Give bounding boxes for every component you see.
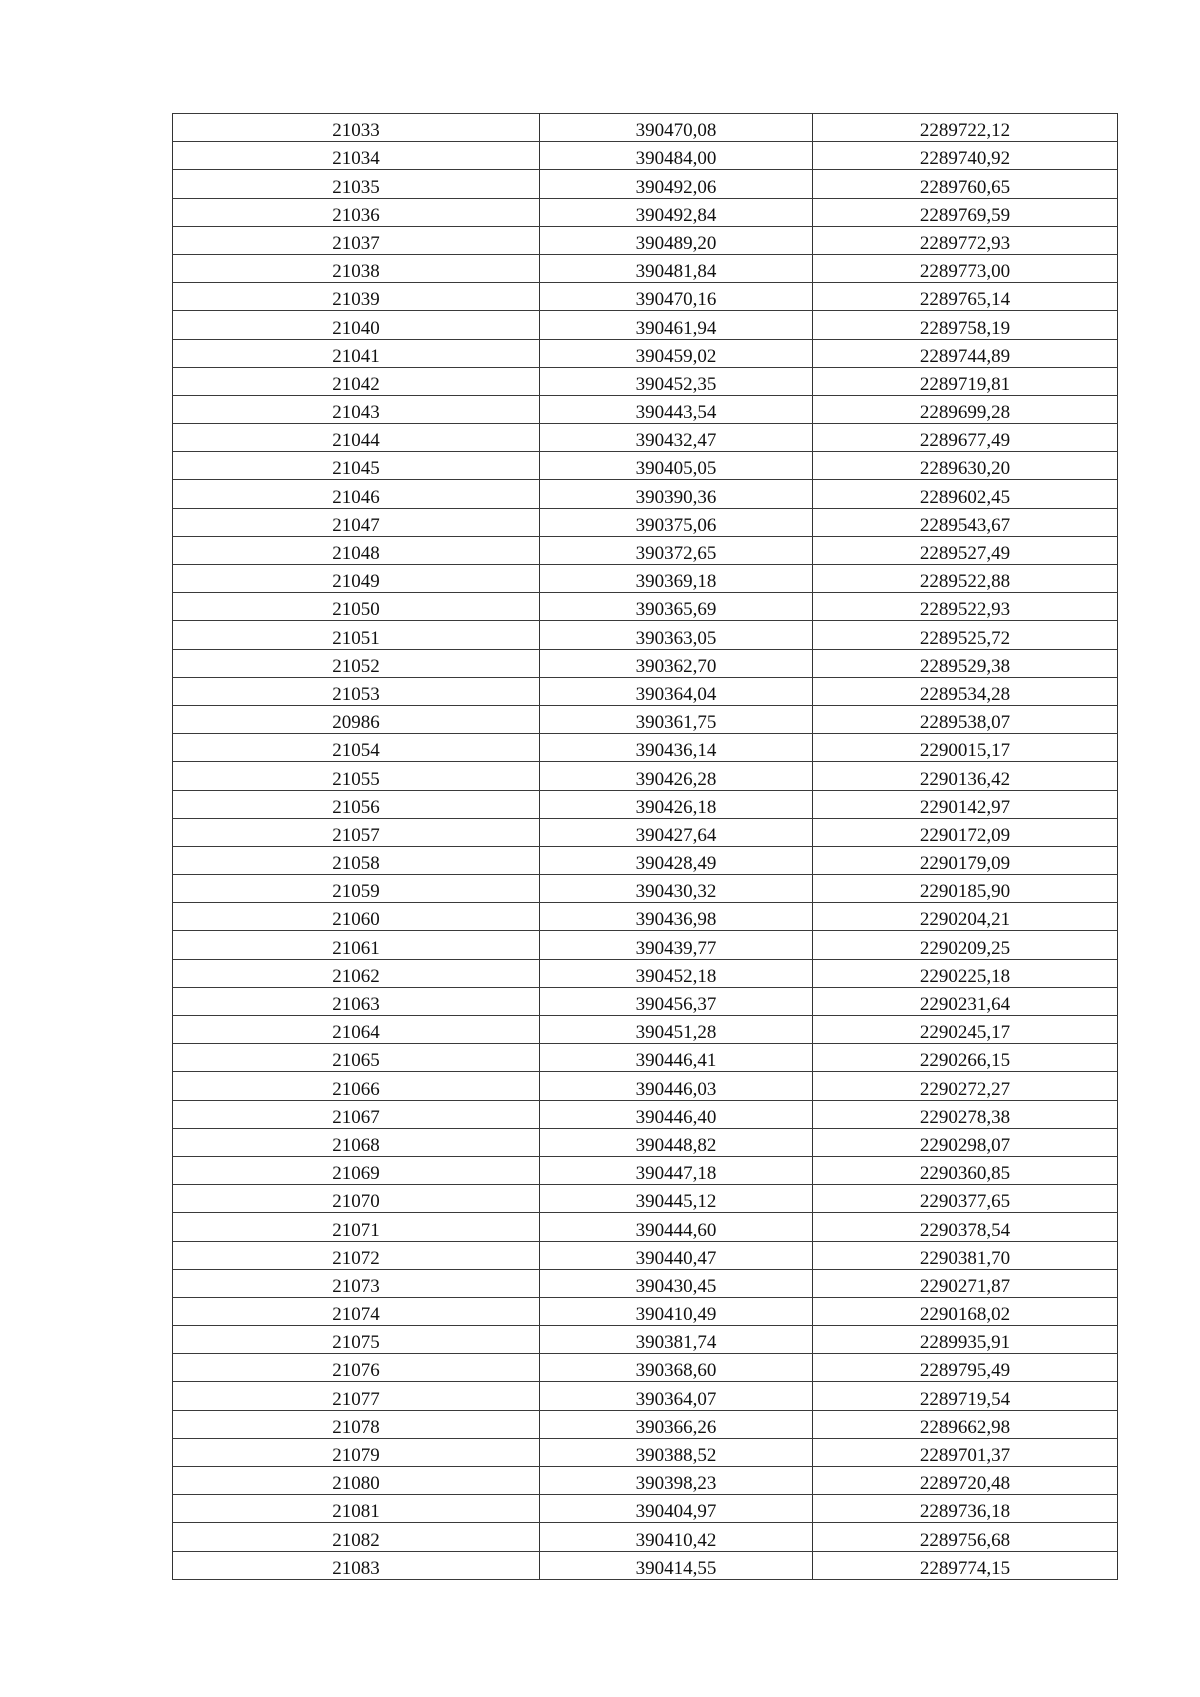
table-row	[173, 1016, 1118, 1044]
x-coordinate-cell: 390452,18	[540, 959, 813, 987]
x-coordinate-cell: 390430,45	[540, 1269, 813, 1297]
x-coordinate-cell: 390361,75	[540, 705, 813, 733]
x-coordinate-cell: 390368,60	[540, 1354, 813, 1382]
x-coordinate-cell: 390461,94	[540, 311, 813, 339]
point-number-cell: 21067	[173, 1100, 540, 1128]
table-row	[173, 1438, 1118, 1466]
x-coordinate-cell: 390364,07	[540, 1382, 813, 1410]
y-coordinate-cell: 2290298,07	[813, 1128, 1118, 1156]
table-row	[173, 565, 1118, 593]
point-number-cell: 21036	[173, 198, 540, 226]
table-row	[173, 1326, 1118, 1354]
y-coordinate-cell: 2289662,98	[813, 1410, 1118, 1438]
table-row	[173, 959, 1118, 987]
table-row	[173, 621, 1118, 649]
x-coordinate-cell: 390375,06	[540, 508, 813, 536]
point-number-cell: 21060	[173, 903, 540, 931]
x-coordinate-cell: 390446,41	[540, 1044, 813, 1072]
x-coordinate-cell: 390366,26	[540, 1410, 813, 1438]
y-coordinate-cell: 2289538,07	[813, 705, 1118, 733]
table-row	[173, 1495, 1118, 1523]
y-coordinate-cell: 2289534,28	[813, 677, 1118, 705]
table-row	[173, 339, 1118, 367]
table-row	[173, 311, 1118, 339]
y-coordinate-cell: 2290278,38	[813, 1100, 1118, 1128]
y-coordinate-cell: 2289602,45	[813, 480, 1118, 508]
point-number-cell: 21063	[173, 987, 540, 1015]
y-coordinate-cell: 2289522,93	[813, 593, 1118, 621]
point-number-cell: 21058	[173, 846, 540, 874]
y-coordinate-cell: 2289760,65	[813, 170, 1118, 198]
y-coordinate-cell: 2290266,15	[813, 1044, 1118, 1072]
y-coordinate-cell: 2289522,88	[813, 565, 1118, 593]
table-row	[173, 1185, 1118, 1213]
y-coordinate-cell: 2289543,67	[813, 508, 1118, 536]
x-coordinate-cell: 390427,64	[540, 818, 813, 846]
x-coordinate-cell: 390440,47	[540, 1241, 813, 1269]
point-number-cell: 21082	[173, 1523, 540, 1551]
x-coordinate-cell: 390364,04	[540, 677, 813, 705]
y-coordinate-cell: 2290245,17	[813, 1016, 1118, 1044]
point-number-cell: 21076	[173, 1354, 540, 1382]
point-number-cell: 21074	[173, 1297, 540, 1325]
y-coordinate-cell: 2290225,18	[813, 959, 1118, 987]
x-coordinate-cell: 390439,77	[540, 931, 813, 959]
point-number-cell: 21048	[173, 536, 540, 564]
x-coordinate-cell: 390445,12	[540, 1185, 813, 1213]
point-number-cell: 21073	[173, 1269, 540, 1297]
y-coordinate-cell: 2290142,97	[813, 790, 1118, 818]
y-coordinate-cell: 2289722,12	[813, 114, 1118, 142]
point-number-cell: 21064	[173, 1016, 540, 1044]
y-coordinate-cell: 2289744,89	[813, 339, 1118, 367]
table-row	[173, 198, 1118, 226]
table-row	[173, 846, 1118, 874]
y-coordinate-cell: 2290168,02	[813, 1297, 1118, 1325]
y-coordinate-cell: 2290015,17	[813, 734, 1118, 762]
table-row	[173, 1269, 1118, 1297]
point-number-cell: 21068	[173, 1128, 540, 1156]
x-coordinate-cell: 390444,60	[540, 1213, 813, 1241]
x-coordinate-cell: 390414,55	[540, 1551, 813, 1579]
point-number-cell: 21052	[173, 649, 540, 677]
x-coordinate-cell: 390398,23	[540, 1467, 813, 1495]
point-number-cell: 21039	[173, 283, 540, 311]
table-row	[173, 536, 1118, 564]
table-row	[173, 875, 1118, 903]
point-number-cell: 21035	[173, 170, 540, 198]
table-row	[173, 931, 1118, 959]
y-coordinate-cell: 2290272,27	[813, 1072, 1118, 1100]
table-row	[173, 508, 1118, 536]
table-row	[173, 1382, 1118, 1410]
point-number-cell: 21033	[173, 114, 540, 142]
y-coordinate-cell: 2290185,90	[813, 875, 1118, 903]
y-coordinate-cell: 2289720,48	[813, 1467, 1118, 1495]
x-coordinate-cell: 390428,49	[540, 846, 813, 874]
point-number-cell: 21083	[173, 1551, 540, 1579]
point-number-cell: 21053	[173, 677, 540, 705]
table-row	[173, 734, 1118, 762]
point-number-cell: 21037	[173, 226, 540, 254]
x-coordinate-cell: 390410,49	[540, 1297, 813, 1325]
x-coordinate-cell: 390381,74	[540, 1326, 813, 1354]
table-row	[173, 1072, 1118, 1100]
y-coordinate-cell: 2289772,93	[813, 226, 1118, 254]
table-row	[173, 1297, 1118, 1325]
point-number-cell: 21056	[173, 790, 540, 818]
table-row	[173, 142, 1118, 170]
table-row	[173, 987, 1118, 1015]
point-number-cell: 21047	[173, 508, 540, 536]
table-row	[173, 1354, 1118, 1382]
point-number-cell: 21041	[173, 339, 540, 367]
x-coordinate-cell: 390436,98	[540, 903, 813, 931]
point-number-cell: 21066	[173, 1072, 540, 1100]
table-row	[173, 283, 1118, 311]
coordinates-table-body	[173, 114, 1118, 1580]
table-row	[173, 114, 1118, 142]
x-coordinate-cell: 390369,18	[540, 565, 813, 593]
point-number-cell: 21081	[173, 1495, 540, 1523]
x-coordinate-cell: 390452,35	[540, 367, 813, 395]
y-coordinate-cell: 2289935,91	[813, 1326, 1118, 1354]
y-coordinate-cell: 2289740,92	[813, 142, 1118, 170]
x-coordinate-cell: 390492,84	[540, 198, 813, 226]
x-coordinate-cell: 390426,18	[540, 790, 813, 818]
y-coordinate-cell: 2289677,49	[813, 424, 1118, 452]
x-coordinate-cell: 390470,08	[540, 114, 813, 142]
table-row	[173, 1551, 1118, 1579]
y-coordinate-cell: 2289756,68	[813, 1523, 1118, 1551]
x-coordinate-cell: 390390,36	[540, 480, 813, 508]
table-row	[173, 593, 1118, 621]
point-number-cell: 20986	[173, 705, 540, 733]
y-coordinate-cell: 2289769,59	[813, 198, 1118, 226]
table-row	[173, 1241, 1118, 1269]
y-coordinate-cell: 2290378,54	[813, 1213, 1118, 1241]
x-coordinate-cell: 390362,70	[540, 649, 813, 677]
table-row	[173, 1467, 1118, 1495]
point-number-cell: 21040	[173, 311, 540, 339]
point-number-cell: 21043	[173, 395, 540, 423]
point-number-cell: 21051	[173, 621, 540, 649]
y-coordinate-cell: 2289758,19	[813, 311, 1118, 339]
table-row	[173, 1213, 1118, 1241]
point-number-cell: 21054	[173, 734, 540, 762]
y-coordinate-cell: 2289525,72	[813, 621, 1118, 649]
table-row	[173, 649, 1118, 677]
point-number-cell: 21079	[173, 1438, 540, 1466]
point-number-cell: 21045	[173, 452, 540, 480]
y-coordinate-cell: 2290204,21	[813, 903, 1118, 931]
y-coordinate-cell: 2289527,49	[813, 536, 1118, 564]
point-number-cell: 21057	[173, 818, 540, 846]
point-number-cell: 21075	[173, 1326, 540, 1354]
x-coordinate-cell: 390410,42	[540, 1523, 813, 1551]
y-coordinate-cell: 2289736,18	[813, 1495, 1118, 1523]
point-number-cell: 21042	[173, 367, 540, 395]
y-coordinate-cell: 2290231,64	[813, 987, 1118, 1015]
x-coordinate-cell: 390365,69	[540, 593, 813, 621]
table-row	[173, 254, 1118, 282]
x-coordinate-cell: 390456,37	[540, 987, 813, 1015]
x-coordinate-cell: 390459,02	[540, 339, 813, 367]
x-coordinate-cell: 390481,84	[540, 254, 813, 282]
table-row	[173, 170, 1118, 198]
table-row	[173, 1044, 1118, 1072]
point-number-cell: 21072	[173, 1241, 540, 1269]
y-coordinate-cell: 2289773,00	[813, 254, 1118, 282]
y-coordinate-cell: 2289630,20	[813, 452, 1118, 480]
table-row	[173, 818, 1118, 846]
x-coordinate-cell: 390447,18	[540, 1156, 813, 1184]
y-coordinate-cell: 2289719,81	[813, 367, 1118, 395]
point-number-cell: 21078	[173, 1410, 540, 1438]
point-number-cell: 21080	[173, 1467, 540, 1495]
table-row	[173, 903, 1118, 931]
x-coordinate-cell: 390404,97	[540, 1495, 813, 1523]
y-coordinate-cell: 2289774,15	[813, 1551, 1118, 1579]
y-coordinate-cell: 2289699,28	[813, 395, 1118, 423]
point-number-cell: 21065	[173, 1044, 540, 1072]
table-row	[173, 367, 1118, 395]
y-coordinate-cell: 2290136,42	[813, 762, 1118, 790]
x-coordinate-cell: 390388,52	[540, 1438, 813, 1466]
y-coordinate-cell: 2290377,65	[813, 1185, 1118, 1213]
y-coordinate-cell: 2289719,54	[813, 1382, 1118, 1410]
table-row	[173, 1156, 1118, 1184]
point-number-cell: 21034	[173, 142, 540, 170]
point-number-cell: 21049	[173, 565, 540, 593]
table-row	[173, 762, 1118, 790]
table-row	[173, 1523, 1118, 1551]
x-coordinate-cell: 390443,54	[540, 395, 813, 423]
point-number-cell: 21070	[173, 1185, 540, 1213]
point-number-cell: 21044	[173, 424, 540, 452]
y-coordinate-cell: 2290271,87	[813, 1269, 1118, 1297]
table-row	[173, 452, 1118, 480]
point-number-cell: 21061	[173, 931, 540, 959]
point-number-cell: 21055	[173, 762, 540, 790]
x-coordinate-cell: 390446,03	[540, 1072, 813, 1100]
x-coordinate-cell: 390432,47	[540, 424, 813, 452]
point-number-cell: 21050	[173, 593, 540, 621]
x-coordinate-cell: 390430,32	[540, 875, 813, 903]
x-coordinate-cell: 390484,00	[540, 142, 813, 170]
point-number-cell: 21071	[173, 1213, 540, 1241]
x-coordinate-cell: 390363,05	[540, 621, 813, 649]
table-row	[173, 705, 1118, 733]
table-row	[173, 1100, 1118, 1128]
x-coordinate-cell: 390492,06	[540, 170, 813, 198]
table-row	[173, 395, 1118, 423]
coordinates-table	[172, 113, 1118, 1580]
point-number-cell: 21077	[173, 1382, 540, 1410]
y-coordinate-cell: 2289529,38	[813, 649, 1118, 677]
x-coordinate-cell: 390446,40	[540, 1100, 813, 1128]
y-coordinate-cell: 2290381,70	[813, 1241, 1118, 1269]
x-coordinate-cell: 390489,20	[540, 226, 813, 254]
x-coordinate-cell: 390372,65	[540, 536, 813, 564]
table-row	[173, 677, 1118, 705]
point-number-cell: 21069	[173, 1156, 540, 1184]
y-coordinate-cell: 2290172,09	[813, 818, 1118, 846]
y-coordinate-cell: 2289795,49	[813, 1354, 1118, 1382]
x-coordinate-cell: 390448,82	[540, 1128, 813, 1156]
table-row	[173, 790, 1118, 818]
table-row	[173, 1128, 1118, 1156]
table-row	[173, 1410, 1118, 1438]
x-coordinate-cell: 390436,14	[540, 734, 813, 762]
table-row	[173, 424, 1118, 452]
x-coordinate-cell: 390426,28	[540, 762, 813, 790]
point-number-cell: 21059	[173, 875, 540, 903]
x-coordinate-cell: 390470,16	[540, 283, 813, 311]
y-coordinate-cell: 2290209,25	[813, 931, 1118, 959]
table-row	[173, 480, 1118, 508]
y-coordinate-cell: 2289765,14	[813, 283, 1118, 311]
table-row	[173, 226, 1118, 254]
y-coordinate-cell: 2290360,85	[813, 1156, 1118, 1184]
x-coordinate-cell: 390451,28	[540, 1016, 813, 1044]
y-coordinate-cell: 2290179,09	[813, 846, 1118, 874]
point-number-cell: 21046	[173, 480, 540, 508]
point-number-cell: 21062	[173, 959, 540, 987]
point-number-cell: 21038	[173, 254, 540, 282]
x-coordinate-cell: 390405,05	[540, 452, 813, 480]
y-coordinate-cell: 2289701,37	[813, 1438, 1118, 1466]
